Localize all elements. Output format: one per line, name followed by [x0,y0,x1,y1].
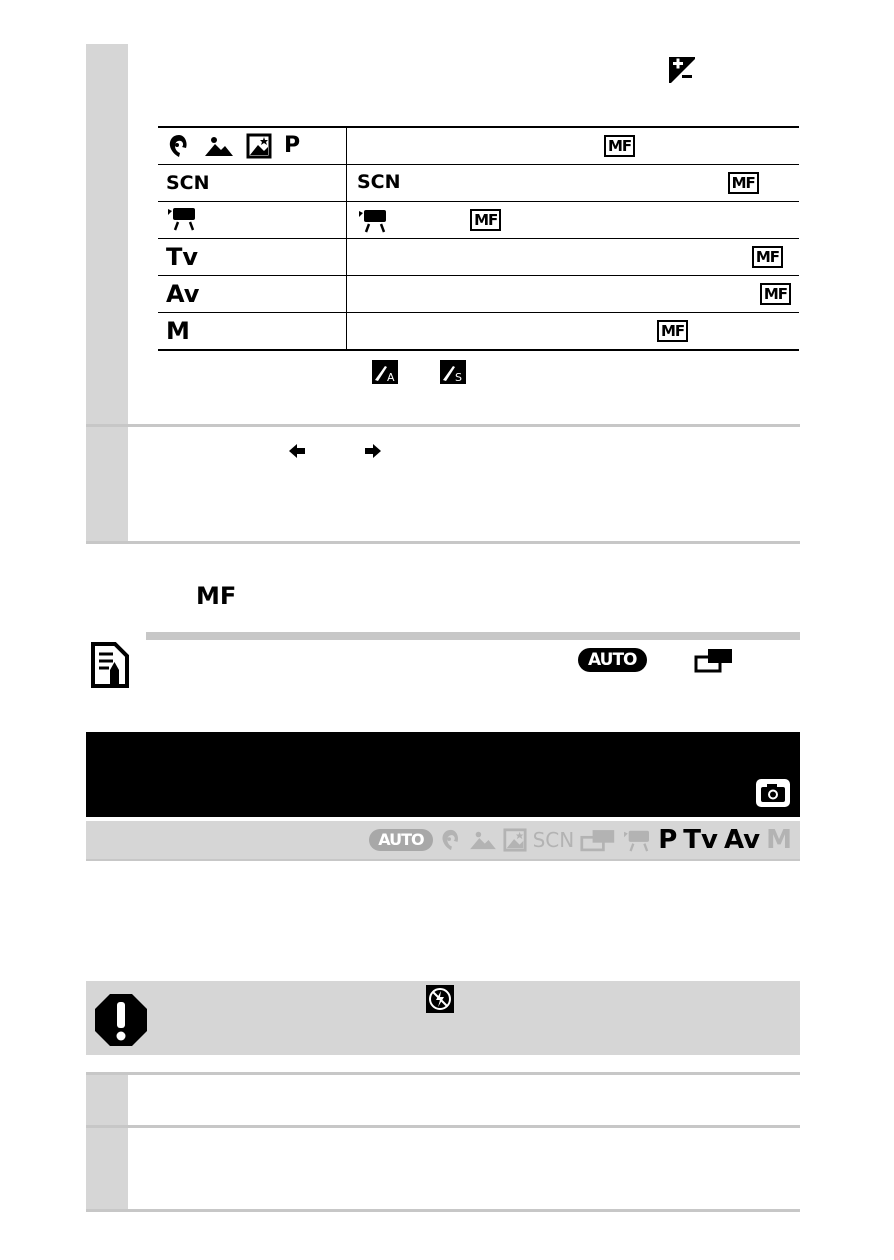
m-mode-label: M [766,825,792,855]
focus-s-icon [440,360,466,384]
mf-text: MF [196,582,237,610]
table-row [158,276,799,313]
table-cell [347,313,800,351]
note-rule [146,632,800,640]
p-mode-label: P [658,825,678,855]
camera-icon [756,779,790,807]
scn-mode-label: SCN [532,828,575,852]
available-modes-band [86,821,800,861]
step-number-column-3 [86,1075,128,1125]
note-icon [89,640,133,690]
svg-text:A: A [387,371,395,384]
tv-mode-label: Tv [683,825,718,855]
table-cell [347,165,800,202]
arrow-left-icon [288,442,306,460]
step-number-column-4 [86,1128,128,1209]
step-bottom-rule [86,1209,800,1212]
step-divider [86,1125,800,1128]
mode-table [158,126,799,351]
table-row [158,239,799,276]
movie-icon [622,828,652,852]
mf-badge: MF [604,135,635,157]
mf-badge: MF [752,246,783,268]
night-scene-icon [503,828,527,852]
portrait-icon [166,133,192,159]
mf-badge: MF [470,209,501,231]
portrait-icon [439,827,463,853]
landscape-icon [204,134,234,158]
scn-label: SCN [357,171,401,193]
auto-mode-icon: AUTO [369,829,432,851]
mode-label-tv: Tv [166,243,199,271]
mode-availability-icons [369,826,792,854]
step-top-rule [86,1072,800,1075]
step-number-column-2 [86,427,128,541]
svg-text:S: S [455,371,462,384]
landscape-icon [469,829,497,851]
table-row [158,313,799,351]
flash-off-icon [426,985,454,1013]
auto-mode-icon: AUTO [578,648,647,672]
table-row [158,202,799,239]
exposure-compensation-icon [668,56,696,84]
table-row [158,127,799,165]
step-number-column-1 [86,44,128,425]
movie-icon [166,205,198,231]
night-scene-icon [246,133,272,159]
mode-label-scn: SCN [166,171,210,194]
continuous-shooting-icon [694,647,734,673]
arrow-right-icon [364,442,382,460]
table-cell [347,239,800,276]
focus-a-icon [372,360,398,384]
mf-badge: MF [760,283,791,305]
movie-icon [357,207,389,233]
table-cell [347,276,800,313]
caution-box [86,981,800,1055]
av-mode-label: Av [723,825,761,855]
mf-badge: MF [728,172,759,194]
table-cell [347,202,800,239]
table-cell [347,127,800,165]
step-divider [86,424,800,427]
mf-badge: MF [657,320,688,342]
caution-icon [94,993,148,1047]
table-row [158,165,799,202]
section-title-band [86,732,800,817]
mode-label-p: P [284,133,301,158]
mode-label-av: Av [166,280,200,308]
mode-label-m: M [166,317,190,345]
continuous-shooting-icon [580,828,616,852]
step-bottom-rule [86,541,800,544]
